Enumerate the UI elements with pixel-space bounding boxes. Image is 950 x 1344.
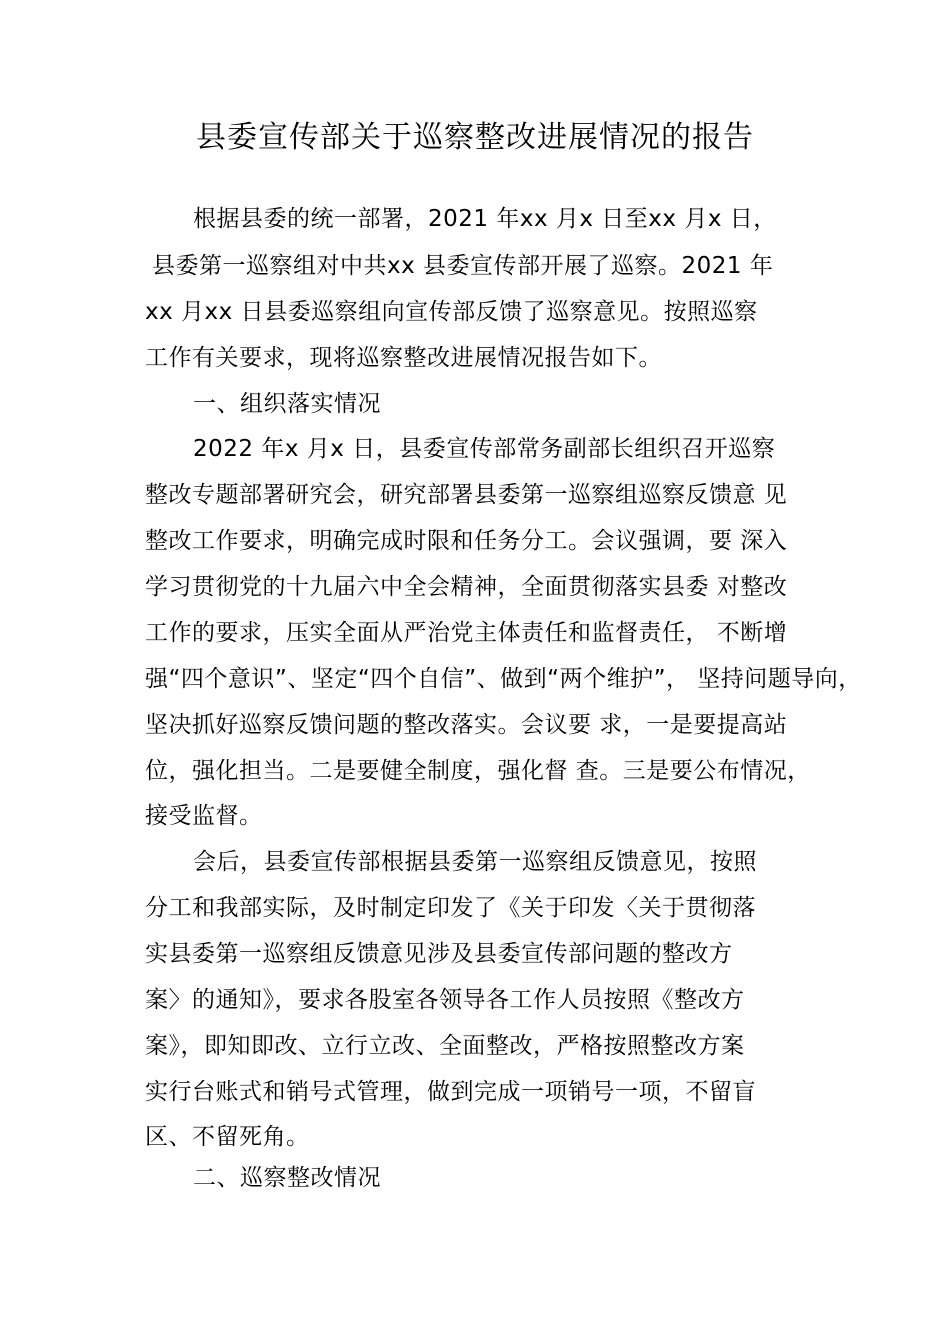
paragraph-line: 坚决抓好巡察反馈问题的整改落实。会议要 求，一是要提高站: [145, 712, 788, 738]
section-heading: 二、巡察整改情况: [193, 1165, 381, 1191]
section-heading: 一、组织落实情况: [193, 391, 381, 417]
paragraph-line: 整改工作要求，明确完成时限和任务分工。会议强调，要 深入: [145, 528, 788, 554]
paragraph-line: 强“四个意识”、坚定“四个自信”、做到“两个维护”， 坚持问题导向，: [145, 666, 862, 692]
paragraph-line: 工作的要求，压实全面从严治党主体责任和监督责任， 不断增: [145, 620, 788, 646]
paragraph-line: 实行台账式和销号式管理，做到完成一项销号一项，不留盲: [145, 1079, 756, 1105]
paragraph-line: 根据县委的统一部署，2021 年xx 月x 日至xx 月x 日，: [193, 206, 777, 232]
paragraph-line: xx 月xx 日县委巡察组向宣传部反馈了巡察意见。按照巡察: [145, 299, 758, 325]
paragraph-line: 工作有关要求，现将巡察整改进展情况报告如下。: [145, 345, 662, 371]
paragraph-line: 整改专题部署研究会，研究部署县委第一巡察组巡察反馈意 见: [145, 482, 788, 508]
paragraph-line: 案》，即知即改、立行立改、全面整改，严格按照整改方案: [145, 1033, 745, 1059]
paragraph-line: 区、不留死角。: [145, 1124, 310, 1150]
paragraph-line: 案〉的通知》，要求各股室各领导各工作人员按照《整改方: [145, 987, 745, 1013]
paragraph-line: 接受监督。: [145, 803, 263, 829]
paragraph-line: 会后，县委宣传部根据县委第一巡察组反馈意见，按照: [193, 849, 757, 875]
paragraph-line: 实县委第一巡察组反馈意见涉及县委宣传部问题的整改方: [145, 941, 733, 967]
paragraph-line: 2022 年x 月x 日，县委宣传部常务副部长组织召开巡察: [193, 436, 776, 462]
paragraph-line: 位，强化担当。二是要健全制度，强化督 查。三是要公布情况，: [145, 758, 811, 784]
paragraph-line: 分工和我部实际，及时制定印发了《关于印发〈关于贯彻落: [145, 895, 756, 921]
paragraph-line: 县委第一巡察组对中共xx 县委宣传部开展了巡察。2021 年: [152, 253, 774, 279]
document-title: 县委宣传部关于巡察整改进展情况的报告: [196, 120, 754, 155]
paragraph-line: 学习贯彻党的十九届六中全会精神，全面贯彻落实县委 对整改: [145, 574, 788, 600]
